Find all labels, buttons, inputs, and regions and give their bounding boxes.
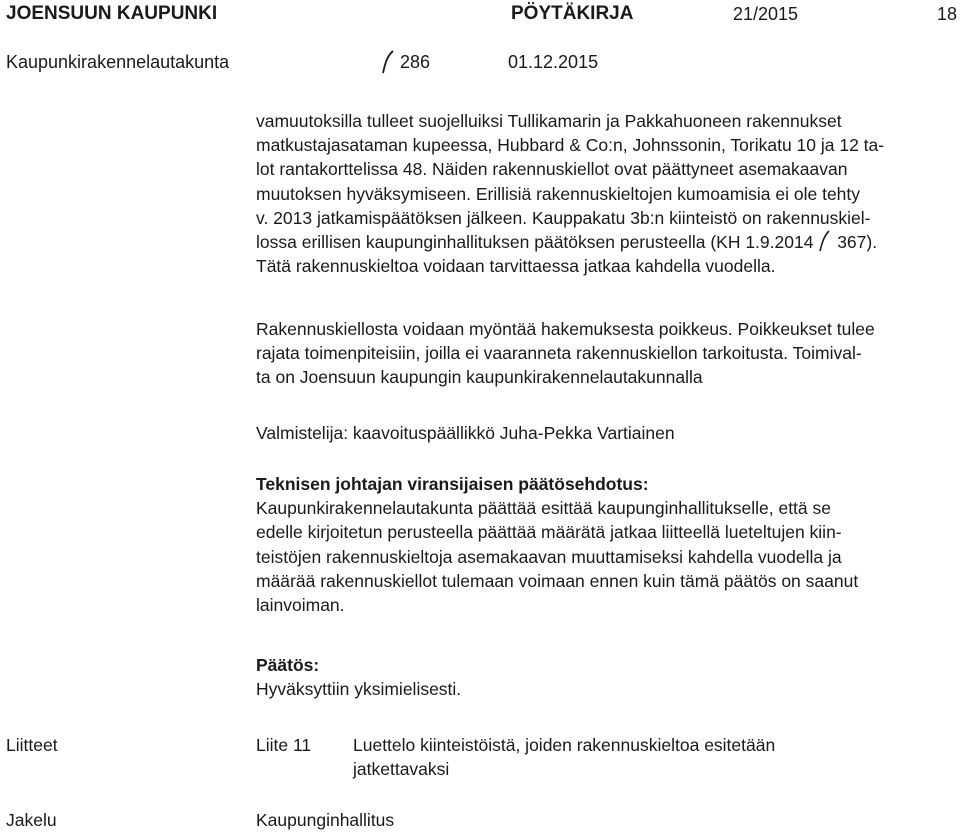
decision bbox=[256, 653, 956, 701]
text-line bbox=[256, 230, 956, 254]
text-line: vamuutoksilla tulleet suojelluiksi Tullikamarin ja Pakkahuoneen rakennukset bbox=[256, 111, 842, 131]
text-line: ta on Joensuun kaupungin kaupunkirakennelautakunnalla bbox=[256, 367, 703, 388]
decision-proposal bbox=[256, 472, 956, 617]
text-line: Tätä rakennuskieltoa voidaan tarvittaessa jatkaa kahdella vuodella. bbox=[256, 256, 776, 277]
text-line: lot rantakorttelissa 48. Näiden rakennuskiellot ovat päättyneet asemakaavan bbox=[256, 159, 848, 180]
attachment-id: Liite 11 bbox=[256, 735, 312, 755]
text-line: v. 2013 jatkamispäätöksen jälkeen. Kauppakatu 3b:n kiinteistö on rakennuskiel- bbox=[256, 207, 871, 228]
preparer-line bbox=[256, 421, 956, 445]
section-number: 286 bbox=[400, 52, 431, 72]
proposal-heading: Teknisen johtajan viransijaisen päätösehdotus: bbox=[256, 474, 649, 494]
city-name: JOENSUUN KAUPUNKI bbox=[6, 3, 218, 24]
text-fragment: lossa erillisen kaupunginhallituksen päätöksen perusteella (KH 1.9.2014 bbox=[256, 232, 814, 253]
page-number: 18 bbox=[937, 4, 958, 24]
text-line: Kaupunkirakennelautakunta päättää esittää kaupunginhallitukselle, että se bbox=[256, 498, 831, 519]
document-type: PÖYTÄKIRJA bbox=[511, 3, 634, 24]
decision-text: Hyväksyttiin yksimielisesti. bbox=[256, 679, 462, 700]
text-line: määrää rakennuskiellot tulemaan voimaan ennen kuin tämä päätös on saanut bbox=[256, 570, 859, 591]
text-line: jatkettavaksi bbox=[353, 759, 450, 779]
section-sign-icon bbox=[381, 50, 397, 79]
distribution-label: Jakelu bbox=[6, 810, 57, 830]
text-line: Luettelo kiinteistöistä, joiden rakennuskieltoa esitetään bbox=[353, 735, 776, 755]
board-name: Kaupunkirakennelautakunta bbox=[6, 52, 230, 72]
document-number: 21/2015 bbox=[733, 4, 799, 24]
text-line: matkustajasataman kupeessa, Hubbard & Co:n, Johnssonin, Torikatu 10 ja 12 ta- bbox=[256, 135, 885, 156]
text-line: edelle kirjoitetun perusteella päättää määrätä jatkaa liitteellä lueteltujen kiin- bbox=[256, 522, 842, 543]
paragraph-building-bans bbox=[256, 109, 956, 278]
section-sign-icon bbox=[818, 230, 832, 252]
text-line: lainvoiman. bbox=[256, 595, 345, 616]
decision-heading: Päätös: bbox=[256, 655, 320, 675]
paragraph-exceptions bbox=[256, 317, 956, 390]
distribution-value: Kaupunginhallitus bbox=[256, 810, 395, 830]
meeting-date: 01.12.2015 bbox=[508, 52, 599, 72]
text-line: Rakennuskiellosta voidaan myöntää hakemuksesta poikkeus. Poikkeukset tulee bbox=[256, 319, 875, 339]
text-fragment: 367). bbox=[837, 232, 878, 253]
text-line: rajata toimenpiteisiin, joilla ei vaaranneta rakennuskiellon tarkoitusta. Toimival- bbox=[256, 343, 862, 364]
text-line: teistöjen rakennuskieltoja asemakaavan muuttamiseksi kahdella vuodella ja bbox=[256, 546, 842, 567]
attachments-label: Liitteet bbox=[6, 735, 58, 755]
text-line: muutoksen hyväksymiseen. Erillisiä rakennuskieltojen kumoamisia ei ole tehty bbox=[256, 183, 861, 204]
attachment-description bbox=[353, 733, 953, 781]
preparer-text: Valmistelija: kaavoituspäällikkö Juha-Pekka Vartiainen bbox=[256, 423, 675, 443]
